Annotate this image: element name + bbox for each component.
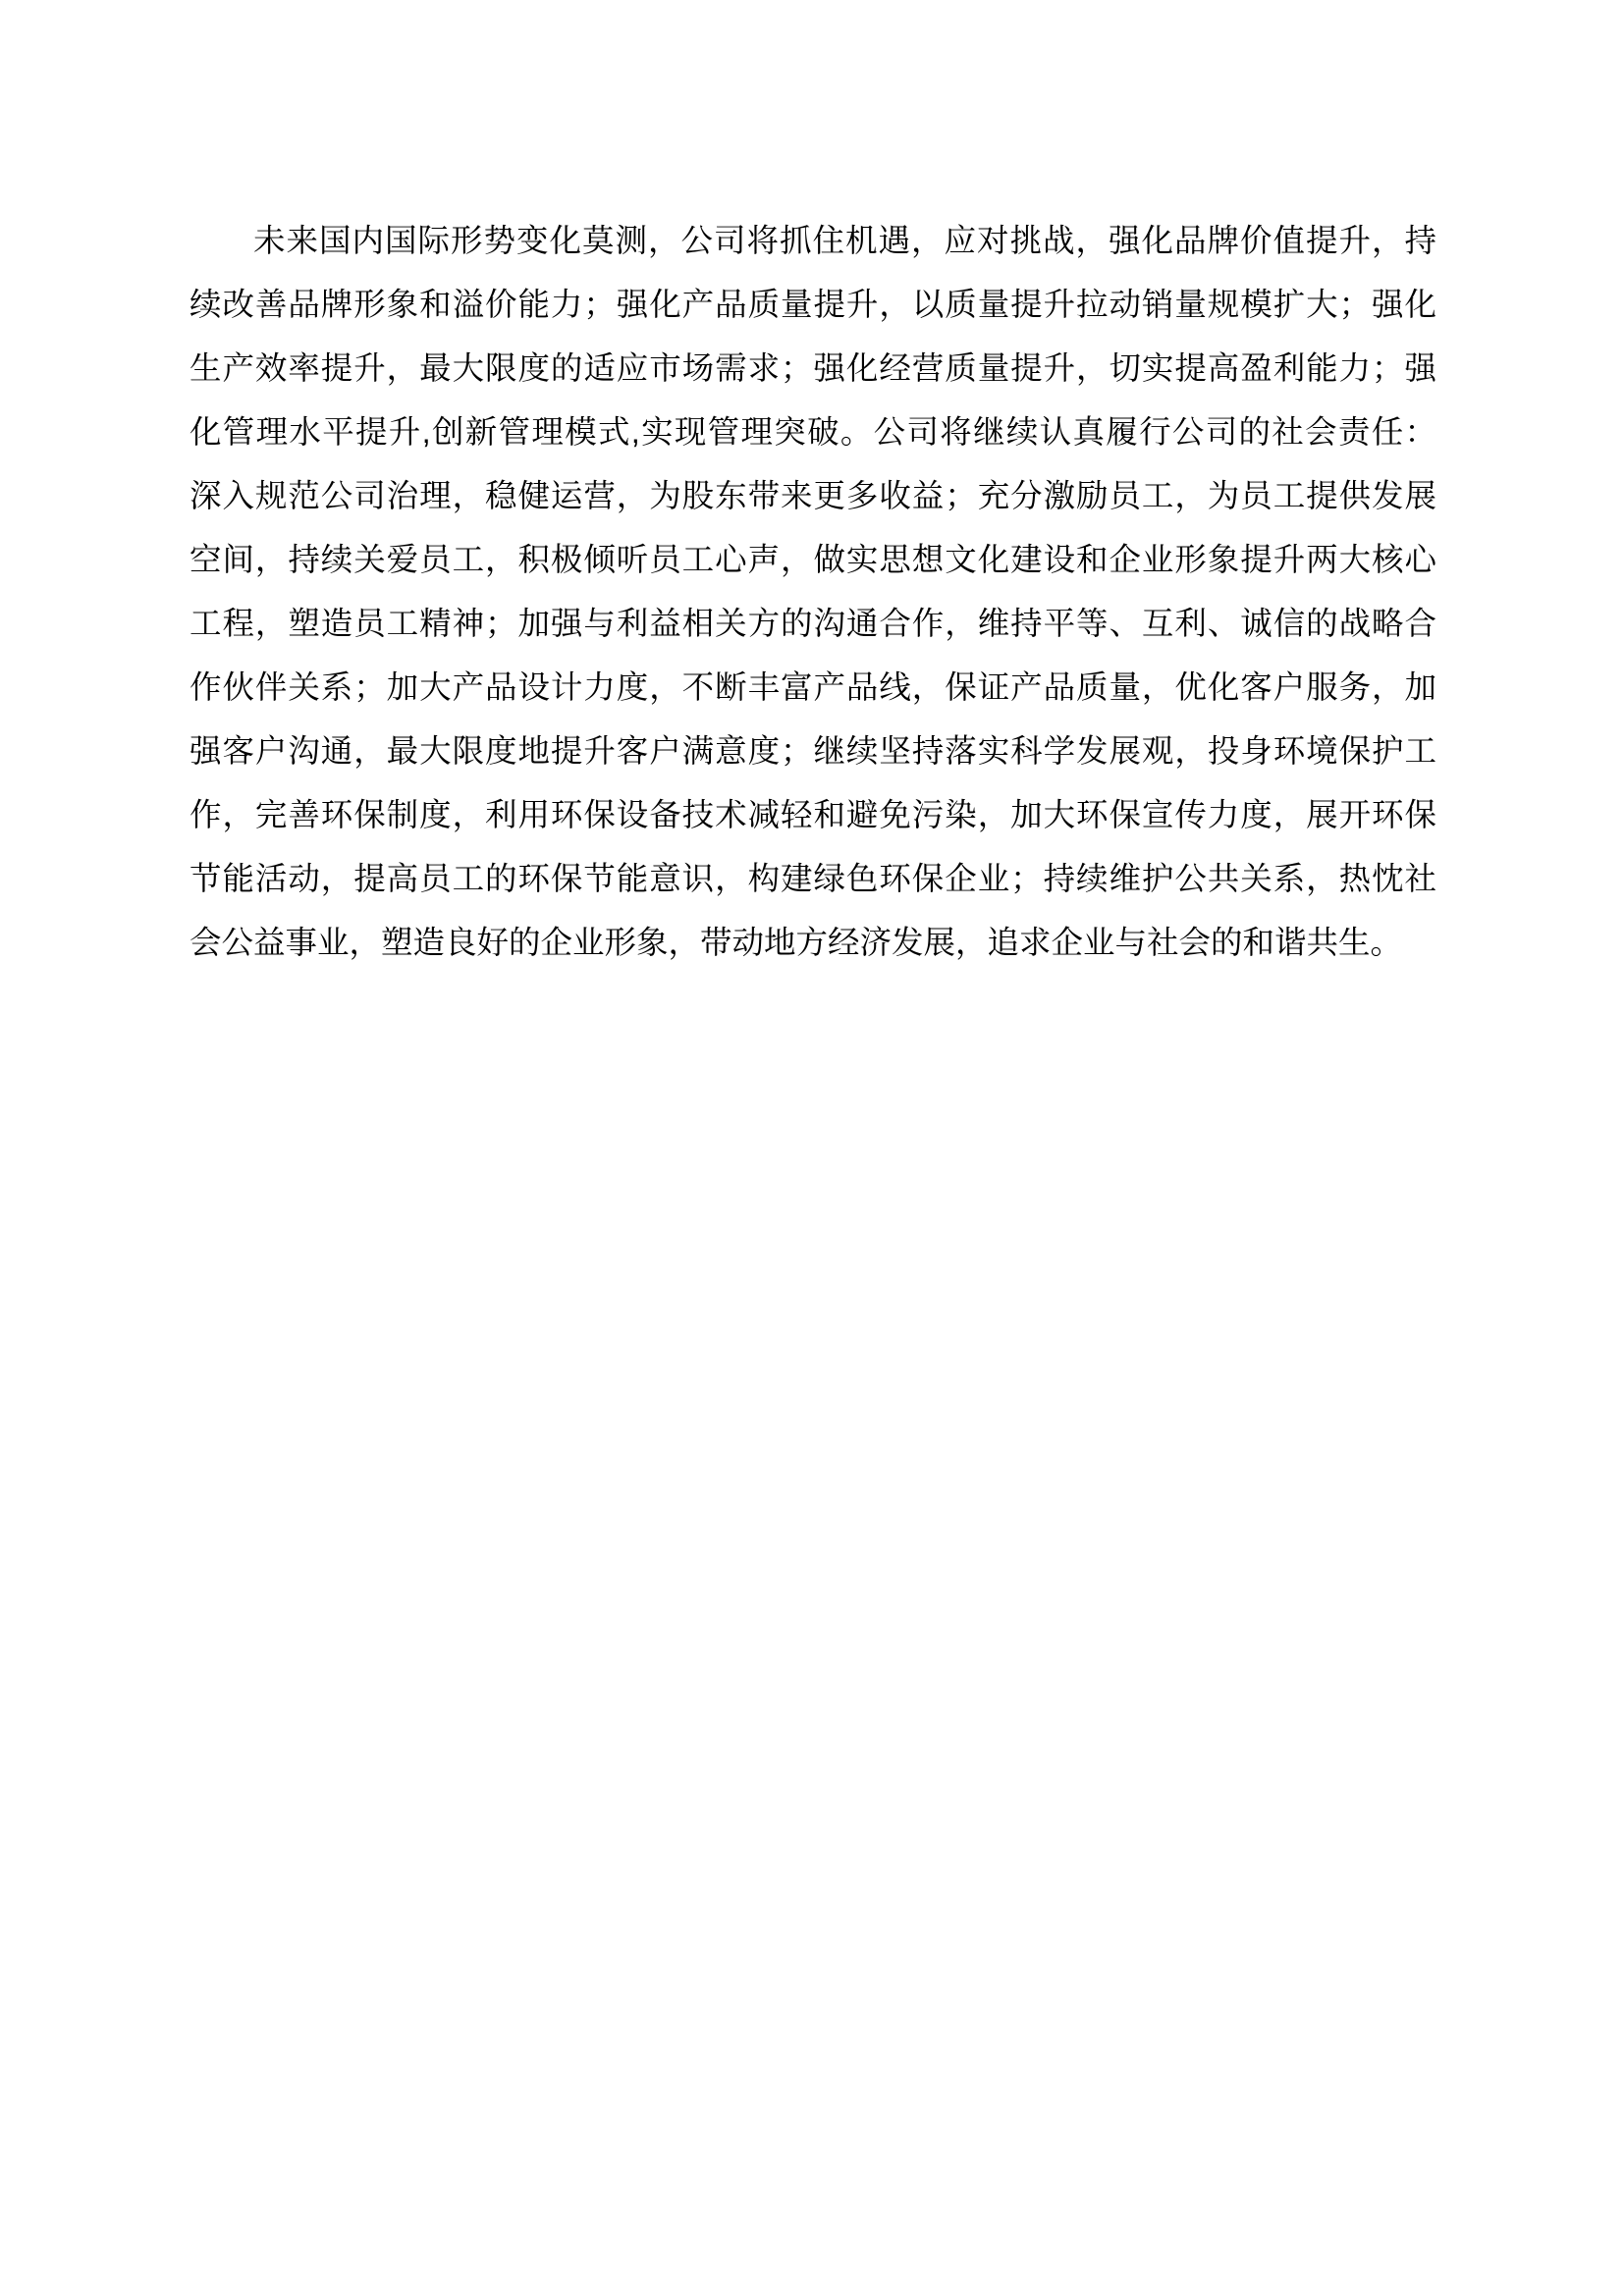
paragraph-line: 续改善品牌形象和溢价能力；强化产品质量提升，以质量提升拉动销量规模扩大；强化 <box>189 287 1436 322</box>
paragraph-line: 节能活动，提高员工的环保节能意识，构建绿色环保企业；持续维护公共关系，热忱社 <box>189 861 1436 896</box>
paragraph-line: 会公益事业，塑造良好的企业形象，带动地方经济发展，追求企业与社会的和谐共生。 <box>189 925 1403 960</box>
paragraph-line: 强客户沟通，最大限度地提升客户满意度；继续坚持落实科学发展观，投身环境保护工 <box>189 733 1436 769</box>
paragraph-line: 化管理水平提升,创新管理模式,实现管理突破。公司将继续认真履行公司的社会责任： <box>189 414 1436 450</box>
paragraph-line: 未来国内国际形势变化莫测，公司将抓住机遇，应对挑战，强化品牌价值提升，持 <box>253 223 1436 258</box>
paragraph-line: 空间，持续关爱员工，积极倾听员工心声，做实思想文化建设和企业形象提升两大核心 <box>189 542 1436 577</box>
paragraph-line: 作伙伴关系；加大产品设计力度，不断丰富产品线，保证产品质量，优化客户服务，加 <box>189 669 1436 705</box>
paragraph-line: 深入规范公司治理，稳健运营，为股东带来更多收益；充分激励员工，为员工提供发展 <box>189 478 1436 513</box>
paragraph-line: 工程，塑造员工精神；加强与利益相关方的沟通合作，维持平等、互利、诚信的战略合 <box>189 606 1436 641</box>
body-paragraph <box>189 209 1436 975</box>
paragraph-line: 作，完善环保制度，利用环保设备技术减轻和避免污染，加大环保宣传力度，展开环保 <box>189 797 1436 832</box>
paragraph-line: 生产效率提升，最大限度的适应市场需求；强化经营质量提升，切实提高盈利能力；强 <box>189 350 1436 386</box>
